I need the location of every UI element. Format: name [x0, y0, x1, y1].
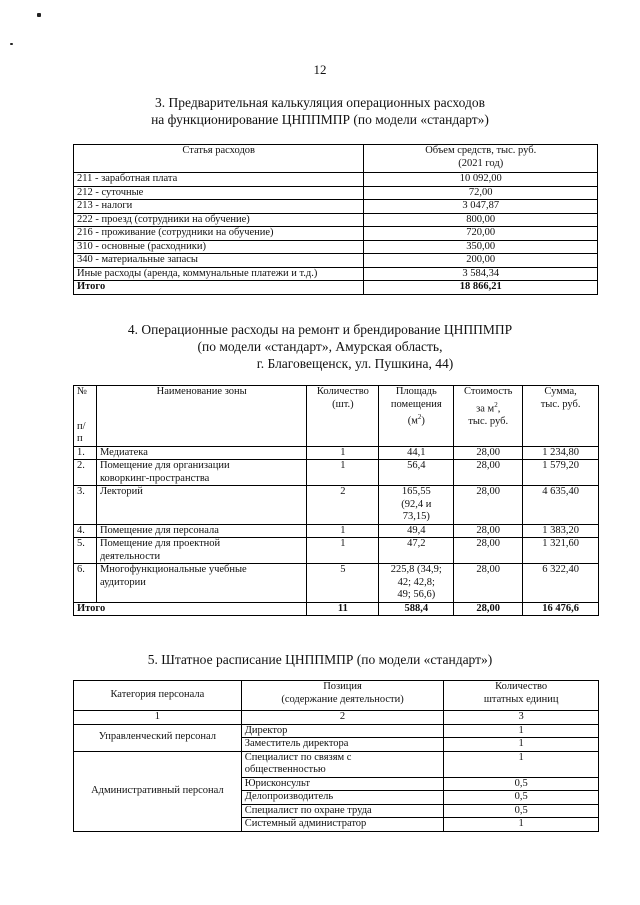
header-qty-b: (шт.): [332, 398, 354, 410]
table-row: [74, 240, 598, 254]
table-row: [74, 227, 598, 241]
section4-title-line1: 4. Операционные расходы на ремонт и брендирование ЦНППМПР: [127, 322, 513, 337]
total-sum: 16 476,6: [523, 602, 599, 616]
staff-position: Юрисконсульт: [241, 777, 444, 791]
cost-amount: 720,00: [364, 227, 598, 241]
header-cost-b: за $м^2$,: [476, 400, 501, 414]
section4-title: [0, 321, 640, 372]
zone-name: Помещение для персонала: [96, 524, 306, 538]
column-number-2: 2: [241, 711, 444, 725]
section3-title: [0, 94, 640, 128]
zone-cost: 28,00: [454, 564, 523, 603]
section5-title: 5. Штатное расписание ЦНППМПР (по модели «стандарт»): [147, 652, 493, 667]
header-num-a: №: [77, 386, 88, 397]
zone-name: Помещение для проектной деятельности: [96, 538, 306, 564]
zone-qty: 1: [307, 446, 379, 460]
zone-name: Медиатека: [96, 446, 306, 460]
zone-name: Помещение для организации коворкинг-пространства: [96, 460, 306, 486]
zone-name: Многофункциональные учебные аудитории: [96, 564, 306, 603]
zone-sum: 1 321,60: [523, 538, 599, 564]
header-sum: [523, 386, 599, 447]
header-item: Статья расходов: [74, 145, 364, 173]
total-area: 588,4: [379, 602, 454, 616]
staff-category: Административный персонал: [74, 751, 242, 831]
table-header-row: [74, 386, 599, 447]
row-num: 2.: [74, 460, 97, 486]
table-row: [74, 524, 599, 538]
header-qty: [307, 386, 379, 447]
staff-position: Делопроизводитель: [241, 791, 444, 805]
cost-amount: 3 047,87: [364, 200, 598, 214]
cost-amount: 72,00: [364, 186, 598, 200]
operating-costs-table: [73, 144, 598, 295]
column-number-3: 3: [444, 711, 599, 725]
cost-amount: 200,00: [364, 254, 598, 268]
header-count: Количество штатных единиц: [444, 681, 599, 711]
zone-qty: 1: [307, 524, 379, 538]
total-label: Итого: [74, 602, 307, 616]
row-num: 5.: [74, 538, 97, 564]
header-cost: [454, 386, 523, 447]
row-num: 6.: [74, 564, 97, 603]
scan-mark-dot: [37, 13, 41, 17]
header-zone: Наименование зоны: [96, 386, 306, 447]
zone-cost: 28,00: [454, 486, 523, 525]
zone-area: 47,2: [379, 538, 454, 564]
zone-sum: 4 635,40: [523, 486, 599, 525]
header-area: [379, 386, 454, 447]
header-num: [74, 386, 97, 447]
zone-qty: 2: [307, 486, 379, 525]
cost-item: 310 - основные (расходники): [74, 240, 364, 254]
table-row: [74, 186, 598, 200]
staff-count: 0,5: [444, 791, 599, 805]
zone-qty: 1: [307, 460, 379, 486]
staff-count: 1: [444, 724, 599, 738]
table-header-row: [74, 681, 599, 711]
total-label: Итого: [74, 281, 364, 295]
zone-cost: 28,00: [454, 538, 523, 564]
staff-position: Специалист по связям с общественностью: [241, 751, 444, 777]
row-num: 4.: [74, 524, 97, 538]
staff-count: 1: [444, 818, 599, 832]
total-row: [74, 602, 599, 616]
zone-area: 225,8 (34,9; 42; 42,8; 49; 56,6): [379, 564, 454, 603]
section4-title-line3: г. Благовещенск, ул. Пушкина, 44): [256, 356, 454, 371]
cost-item: 222 - проезд (сотрудники на обучение): [74, 213, 364, 227]
header-amount: [364, 145, 598, 173]
total-cost: 28,00: [454, 602, 523, 616]
header-num-c: п: [77, 433, 83, 444]
staff-position: Системный администратор: [241, 818, 444, 832]
cost-item: 211 - заработная плата: [74, 173, 364, 187]
zone-qty: 1: [307, 538, 379, 564]
header-cost-a: Стоимость: [464, 386, 513, 397]
cost-amount: 800,00: [364, 213, 598, 227]
section3-title-line2: на функционирование ЦНППМПР (по модели «стандарт»): [151, 112, 489, 127]
staff-category: Управленческий персонал: [74, 724, 242, 751]
cost-amount: 350,00: [364, 240, 598, 254]
table-row: [74, 564, 599, 603]
zone-area: 56,4: [379, 460, 454, 486]
table-row: [74, 254, 598, 268]
page-number: 12: [313, 62, 327, 77]
staff-position: Директор: [241, 724, 444, 738]
header-sum-a: Сумма,: [544, 386, 577, 397]
zone-cost: 28,00: [454, 460, 523, 486]
table-row: [74, 213, 598, 227]
zone-sum: 6 322,40: [523, 564, 599, 603]
zone-area: 165,55 (92,4 и 73,15): [379, 486, 454, 525]
table-row: [74, 751, 599, 777]
header-category: Категория персонала: [74, 681, 242, 711]
column-number-row: [74, 711, 599, 725]
cost-item: 340 - материальные запасы: [74, 254, 364, 268]
header-area-c: $(м^2)$: [407, 413, 425, 427]
zone-sum: 1 579,20: [523, 460, 599, 486]
cost-item: Иные расходы (аренда, коммунальные платежи и т.д.): [74, 267, 364, 281]
header-amount-line2: (2021 год): [458, 157, 504, 169]
header-cost-d: тыс. руб.: [468, 415, 509, 427]
staff-position: Заместитель директора: [241, 738, 444, 752]
zone-area: 44,1: [379, 446, 454, 460]
total-row: [74, 281, 598, 295]
header-area-b: помещения: [390, 398, 442, 410]
header-sum-b: тыс. руб.: [540, 398, 581, 410]
header-area-a: Площадь: [395, 386, 437, 397]
column-number-1: 1: [74, 711, 242, 725]
table-row: [74, 460, 599, 486]
table-row: [74, 446, 599, 460]
staff-count: 1: [444, 751, 599, 777]
table-row: [74, 267, 598, 281]
header-position: Позиция (содержание деятельности): [241, 681, 444, 711]
table-row: [74, 724, 599, 738]
staffing-table: [73, 680, 599, 832]
section4-title-line2: (по модели «стандарт», Амурская область,: [197, 339, 443, 354]
repair-costs-table: [73, 385, 599, 616]
total-amount: 18 866,21: [364, 281, 598, 295]
table-row: [74, 486, 599, 525]
cost-item: 216 - проживание (сотрудники на обучение): [74, 227, 364, 241]
row-num: 1.: [74, 446, 97, 460]
header-num-b: п/: [77, 420, 86, 432]
cost-item: 212 - суточные: [74, 186, 364, 200]
cost-amount: 3 584,34: [364, 267, 598, 281]
staff-count: 0,5: [444, 804, 599, 818]
staff-count: 1: [444, 738, 599, 752]
zone-qty: 5: [307, 564, 379, 603]
zone-sum: 1 234,80: [523, 446, 599, 460]
table-row: [74, 173, 598, 187]
cost-amount: 10 092,00: [364, 173, 598, 187]
staff-count: 0,5: [444, 777, 599, 791]
zone-area: 49,4: [379, 524, 454, 538]
table-row: [74, 538, 599, 564]
cost-item: 213 - налоги: [74, 200, 364, 214]
zone-name: Лекторий: [96, 486, 306, 525]
table-header-row: [74, 145, 598, 173]
header-qty-a: Количество: [316, 386, 369, 397]
row-num: 3.: [74, 486, 97, 525]
staff-position: Специалист по охране труда: [241, 804, 444, 818]
total-qty: 11: [307, 602, 379, 616]
scan-mark-dash: [10, 43, 13, 45]
zone-sum: 1 383,20: [523, 524, 599, 538]
table-row: [74, 200, 598, 214]
header-amount-line1: Объем средств, тыс. руб.: [425, 145, 537, 156]
section3-title-line1: 3. Предварительная калькуляция операционных расходов: [155, 95, 485, 110]
zone-cost: 28,00: [454, 446, 523, 460]
zone-cost: 28,00: [454, 524, 523, 538]
